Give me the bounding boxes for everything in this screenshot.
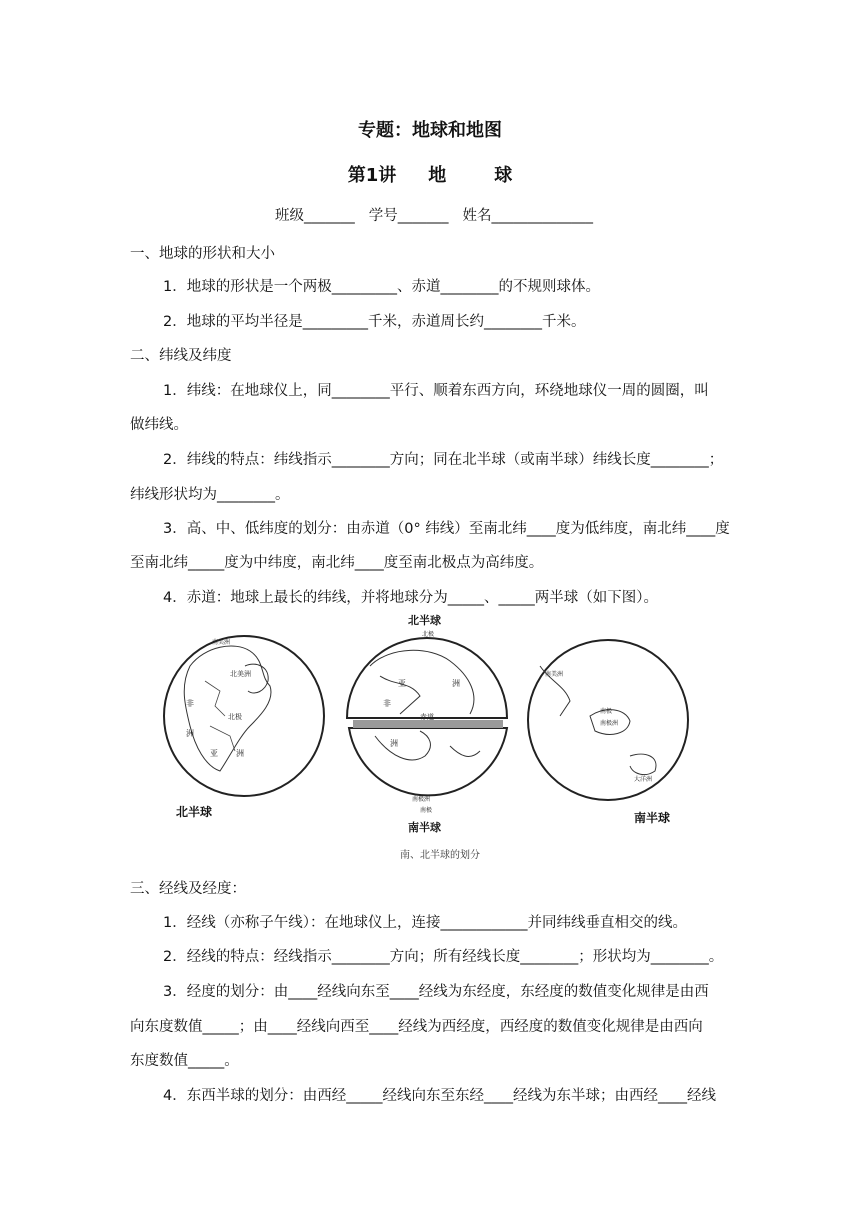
question-text: 2．地球的平均半径是_________千米，赤道周长约________千米。 <box>163 314 586 330</box>
question-text: 4．东西半球的划分：由西经_____经线向东至东经____经线为东半球；由西经____经线 <box>163 1088 716 1104</box>
name-field: 姓名______________ <box>462 208 593 224</box>
middle-globe <box>347 613 507 834</box>
right-globe <box>528 640 688 825</box>
middle-bottom-caption: 南半球 <box>408 821 441 834</box>
figure-caption: 南、北半球的划分 <box>400 850 480 861</box>
label-asia-1: 亚 <box>210 749 218 758</box>
question-text: 4．赤道：地球上最长的纬线，并将地球分为_____、_____两半球（如下图）。 <box>163 590 658 606</box>
question-text: 3．经度的划分：由____经线向东至____经线为东经度，东经度的数值变化规律是由西 <box>163 984 709 1000</box>
student-info <box>275 207 593 225</box>
question-text: 1．经线（亦称子午线）：在地球仪上，连接____________并同纬线垂直相交的线。 <box>163 915 687 931</box>
lecture-word-2: 球 <box>494 165 513 186</box>
right-globe-caption: 南半球 <box>634 811 671 825</box>
question-text: 至南北纬_____度为中纬度，南北纬____度至南北极点为高纬度。 <box>130 555 544 571</box>
label-asia-mid-1: 亚 <box>398 679 406 688</box>
class-field: 班级_______ <box>275 208 355 224</box>
page-title: 专题：地球和地图 <box>358 120 502 141</box>
label-africa-mid-1: 非 <box>383 699 391 708</box>
question-text: 1．纬线：在地球仪上，同________平行、顺着东西方向，环绕地球仪一周的圆圈，叫 <box>163 383 709 399</box>
label-africa-2: 洲 <box>186 729 194 738</box>
hemisphere-figure <box>150 606 706 868</box>
number-field: 学号_______ <box>368 208 449 224</box>
section-heading: 三、经线及经度： <box>130 881 246 897</box>
label-oceania: 大洋洲 <box>634 776 653 783</box>
label-south-pole-right: 南极 <box>600 708 613 715</box>
lecture-title <box>0 161 860 187</box>
label-antarctica-right: 南极洲 <box>600 720 619 727</box>
lecture-word-1: 地 <box>428 165 447 186</box>
label-asia-mid-2: 洲 <box>452 679 460 688</box>
question-text: 2．纬线的特点：纬线指示________方向；同在北半球（或南半球）纬线长度________； <box>163 452 724 468</box>
section-heading: 二、纬线及纬度 <box>130 348 232 364</box>
label-africa-mid-2: 洲 <box>390 739 398 748</box>
label-africa-1: 非 <box>186 699 194 708</box>
left-globe-caption: 北半球 <box>176 805 213 819</box>
question-text: 3．高、中、低纬度的划分：由赤道（0° 纬线）至南北纬____度为低纬度，南北纬____度 <box>163 521 730 537</box>
left-globe <box>164 636 324 819</box>
question-text: 2．经线的特点：经线指示________方向；所有经线长度________；形状均为________。 <box>163 949 724 965</box>
question-text: 做纬线。 <box>130 417 188 433</box>
label-north-pole-mid: 北极 <box>422 631 435 638</box>
label-asia-2: 洲 <box>236 749 244 758</box>
lecture-number: 第1讲 <box>347 165 397 186</box>
label-antarctica-mid: 南极洲 <box>412 796 431 803</box>
question-text: 1．地球的形状是一个两极_________、赤道________的不规则球体。 <box>163 279 600 295</box>
middle-top-caption: 北半球 <box>408 614 441 627</box>
question-text: 向东度数值_____；由____经线向西至____经线为西经度，西经度的数值变化规律是由西向 <box>130 1019 703 1035</box>
label-equator: 赤道 <box>420 713 434 721</box>
label-north-america: 北美洲 <box>230 670 251 678</box>
section-heading: 一、地球的形状和大小 <box>130 246 275 262</box>
label-south-america-left: 南美洲 <box>212 639 231 646</box>
question-text: 东度数值_____。 <box>130 1053 239 1069</box>
question-text: 纬线形状均为________。 <box>130 487 290 503</box>
label-south-america-right: 南美洲 <box>545 671 564 678</box>
label-south-pole-mid: 南极 <box>420 807 433 814</box>
label-north-pole: 北极 <box>228 713 242 721</box>
